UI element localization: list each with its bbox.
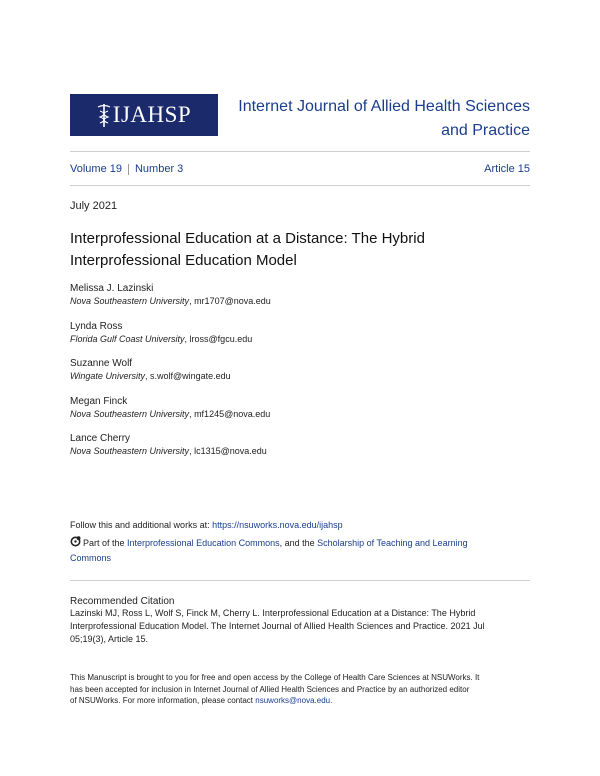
article-title xyxy=(70,228,500,272)
logo-inner xyxy=(97,102,191,128)
citation-heading: Recommended Citation xyxy=(70,596,175,607)
commons-middle: , and the xyxy=(279,538,318,548)
access-notice xyxy=(70,672,530,707)
commons-line xyxy=(70,536,520,566)
follow-line xyxy=(70,520,343,530)
interprofessional-commons-link[interactable]: Interprofessional Education Commons xyxy=(127,538,280,548)
author-affiliation: Nova Southeastern University xyxy=(70,446,190,457)
author-name: Lance Cherry xyxy=(70,433,131,445)
journal-title-link[interactable] xyxy=(230,95,530,143)
author-name: Suzanne Wolf xyxy=(70,358,133,370)
access-notice-suffix: . xyxy=(330,696,333,705)
journal-logo[interactable] xyxy=(70,94,218,136)
caduceus-icon xyxy=(97,102,111,128)
author-email: , s.wolf@wingate.edu xyxy=(144,371,231,382)
article-title-line2: Interprofessional Education Model xyxy=(70,252,297,269)
article-title-line1: Interprofessional Education at a Distance: The Hybrid xyxy=(70,230,425,247)
author-affiliation-line xyxy=(70,333,510,345)
top-divider xyxy=(70,151,530,152)
access-notice-line1: This Manuscript is brought to you for free and open access by the College of Health Care Sciences at NSUWorks. It xyxy=(70,673,480,682)
access-notice-line2: has been accepted for inclusion in Internet Journal of Allied Health Sciences and Practice by an authorized editor xyxy=(70,684,470,694)
author-affiliation-line xyxy=(70,370,510,382)
author-email: , mf1245@nova.edu xyxy=(189,408,271,419)
author-entry xyxy=(70,320,510,358)
contact-email-link[interactable]: nsuworks@nova.edu xyxy=(255,696,331,705)
author-entry xyxy=(70,395,510,433)
author-name: Lynda Ross xyxy=(70,320,123,332)
author-email: , mr1707@nova.edu xyxy=(189,296,271,306)
citation-line2: Interprofessional Education Model. The Internet Journal of Allied Health Sciences and Practice. 2021 Jul xyxy=(70,621,485,631)
citation-text xyxy=(70,607,520,646)
volume-link[interactable]: Volume 19 xyxy=(70,163,122,175)
issue-bar xyxy=(70,163,530,175)
journal-title-line2: and Practice xyxy=(441,122,530,139)
author-affiliation-line xyxy=(70,295,510,307)
number-link[interactable]: Number 3 xyxy=(134,163,184,175)
network-commons-icon xyxy=(70,536,81,547)
logo-text: IJAHSP xyxy=(112,102,192,127)
repository-link[interactable]: https://nsuworks.nova.edu/ijahsp xyxy=(212,520,343,530)
author-affiliation: Wingate University xyxy=(70,371,145,382)
author-name: Melissa J. Lazinski xyxy=(70,283,154,294)
author-entry xyxy=(70,282,510,320)
scholarship-commons-link-continued[interactable]: Commons xyxy=(70,553,112,563)
author-affiliation-line xyxy=(70,408,510,420)
citation-line1: Lazinski MJ, Ross L, Wolf S, Finck M, Cherry L. Interprofessional Education at a Distance: The Hybrid xyxy=(70,608,476,618)
commons-prefix: Part of the xyxy=(83,538,128,548)
author-affiliation: Nova Southeastern University xyxy=(70,408,190,419)
follow-text: Follow this and additional works at: xyxy=(70,520,213,530)
issue-left xyxy=(70,163,183,175)
access-notice-line3 xyxy=(70,695,530,707)
author-affiliation: Nova Southeastern University xyxy=(70,296,190,306)
author-entry xyxy=(70,432,510,470)
scholarship-commons-link[interactable]: Scholarship of Teaching and Learning xyxy=(317,538,468,548)
article-link[interactable]: Article 15 xyxy=(484,163,530,175)
author-entry xyxy=(70,357,510,395)
author-email: , lross@fgcu.edu xyxy=(184,333,253,344)
issue-separator xyxy=(128,164,129,175)
citation-divider xyxy=(70,580,530,581)
author-name: Megan Finck xyxy=(70,395,128,407)
author-list xyxy=(70,282,510,470)
journal-title-line1: Internet Journal of Allied Health Sciences xyxy=(238,98,530,115)
author-email: , lc1315@nova.edu xyxy=(189,446,267,457)
publication-date: July 2021 xyxy=(70,200,118,212)
author-affiliation: Florida Gulf Coast University xyxy=(70,333,185,344)
citation-line3: 05;19(3), Article 15. xyxy=(70,634,149,644)
access-notice-prefix: of NSUWorks. For more information, please contact xyxy=(70,696,256,705)
issue-divider xyxy=(70,185,530,186)
author-affiliation-line xyxy=(70,445,510,457)
